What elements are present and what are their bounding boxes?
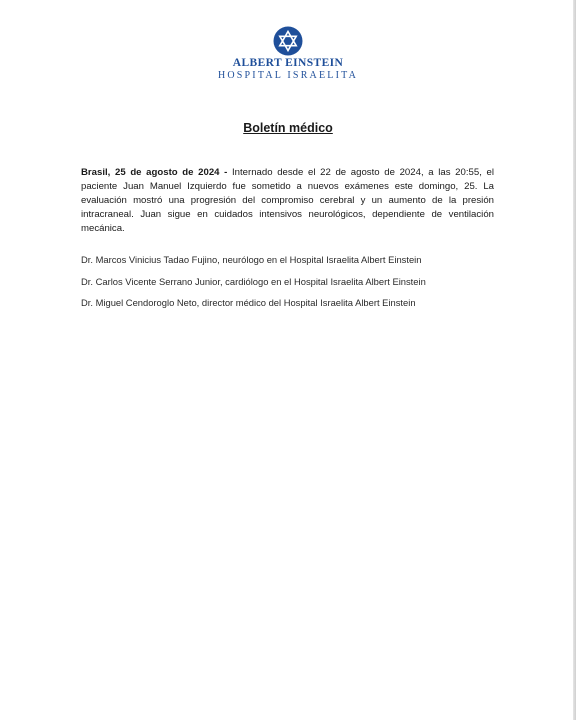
bulletin-dateline: Brasil, 25 de agosto de 2024 - [81, 167, 228, 178]
signatory-3: Dr. Miguel Cendoroglo Neto, director médico del Hospital Israelita Albert Einstein [81, 297, 416, 308]
document-title: Boletín médico [243, 121, 333, 135]
hospital-logo [0, 26, 576, 82]
bulletin-paragraph [81, 166, 494, 236]
logo-name-line: ALBERT EINSTEIN [232, 57, 344, 69]
signatory-1: Dr. Marcos Vinicius Tadao Fujino, neurólogo en el Hospital Israelita Albert Einstein [81, 254, 422, 265]
star-of-david-logo-icon [273, 26, 303, 56]
signatory-2: Dr. Carlos Vicente Serrano Junior, cardiólogo en el Hospital Israelita Albert Einstein [81, 276, 426, 287]
logo-subtitle-line: HOSPITAL ISRAELITA [217, 70, 359, 81]
bulletin-body: Internado desde el 22 de agosto de 2024, a las 20:55, el paciente Juan Manuel Izquierdo fue sometido a nuevos exámenes este domingo, 25. La evaluación mostró una progresión del compromiso cerebral y un aumento de la presión intracraneal. Juan sigue en cuidados intensivos neurológicos, dependiente de ventilación mecánica. [81, 167, 494, 234]
